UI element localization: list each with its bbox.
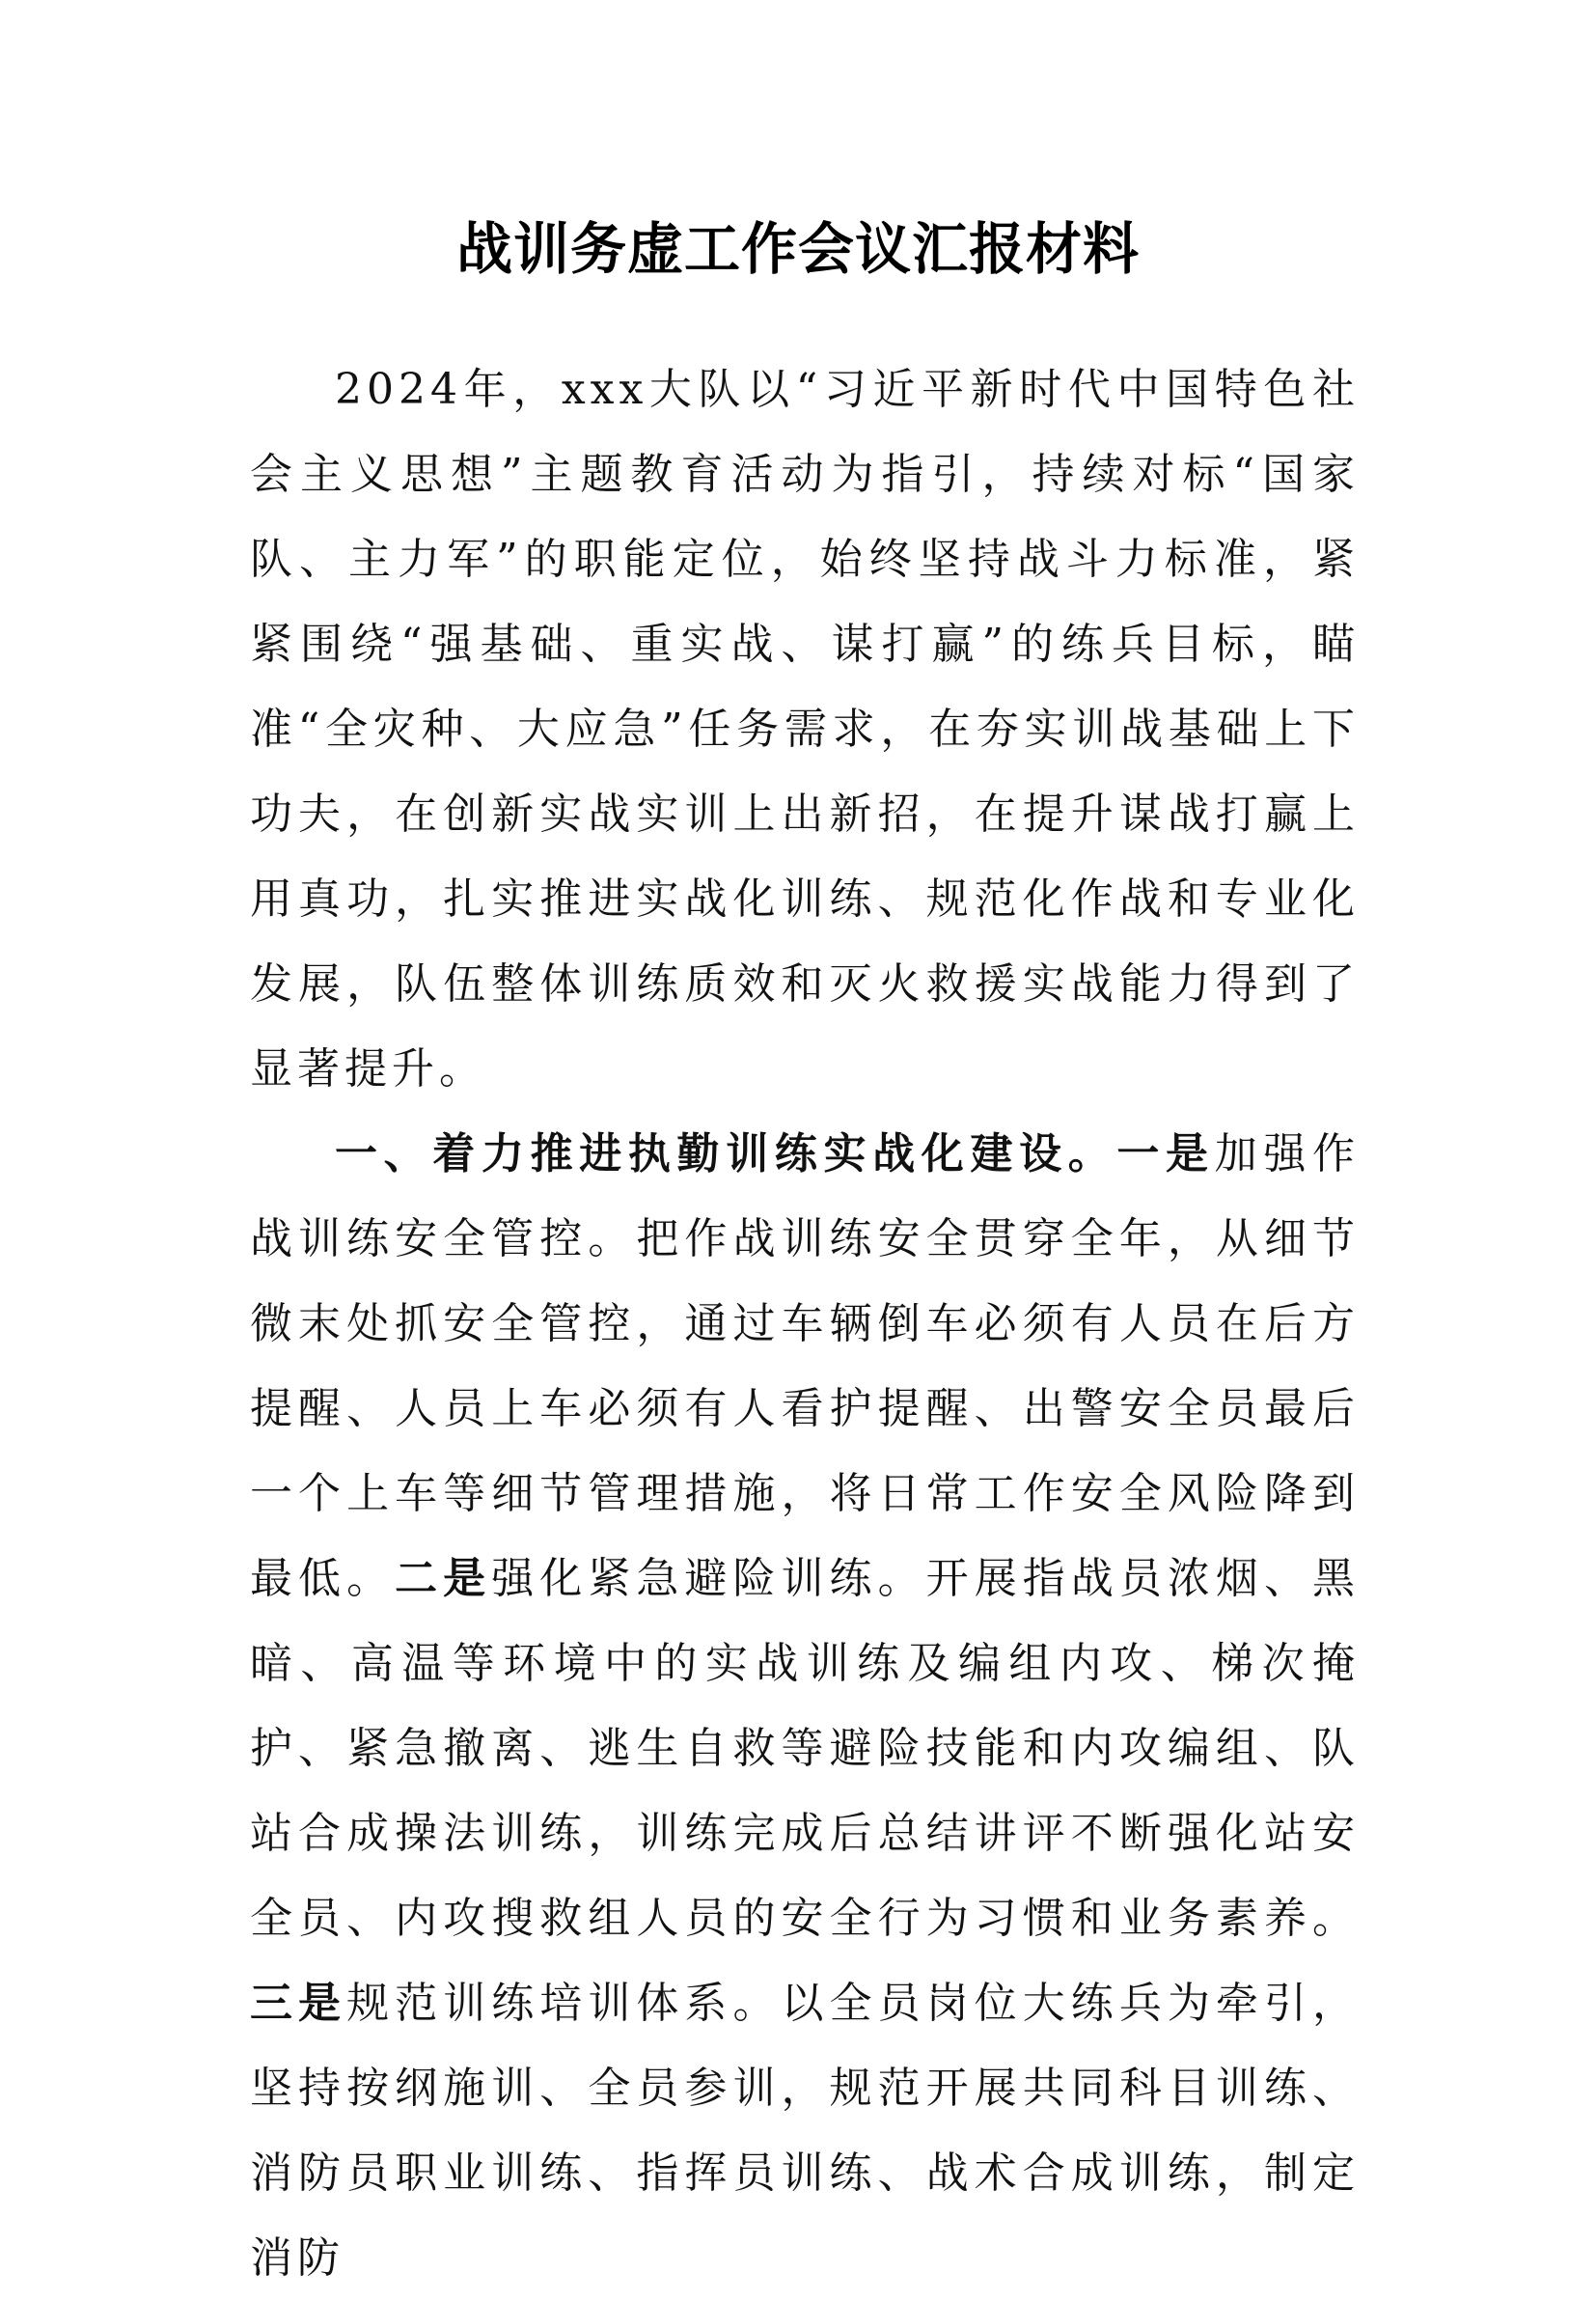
section-one-heading: 一、着力推进执勤训练实战化建设。 bbox=[335, 1129, 1117, 1178]
intro-paragraph: 2024年，xxx大队以“习近平新时代中国特色社会主义思想”主题教育活动为指引，持续对标“国家队、主力军”的职能定位，始终坚持战斗力标准，紧紧围绕“强基础、重实战、谋打赢”的练兵目标，瞄准“全灾种、大应急”任务需求，在夯实训战基础上下功夫，在创新实战实训上出新招，在提升谋战打赢上用真功，扎实推进实战化训练、规范化作战和专业化发展，队伍整体训练质效和灭火救援实战能力得到了显著提升。 bbox=[250, 365, 1360, 1094]
point-three-text: 规范训练培训体系。以全员岗位大练兵为牵引，坚持按纲施训、全员参训，规范开展共同科目训练、消防员职业训练、指挥员训练、战术合成训练，制定消防 bbox=[250, 1979, 1361, 2283]
document-body bbox=[250, 347, 1360, 2301]
point-one-label: 一是 bbox=[1116, 1129, 1215, 1178]
point-two-text: 强化紧急避险训练。开展指战员浓烟、黑暗、高温等环境中的实战训练及编组内攻、梯次掩护、紧急撤离、逃生自救等避险技能和内攻编组、队站合成操法训练，训练完成后总结讲评不断强化站安全员、内攻搜救组人员的安全行为习惯和业务素养。 bbox=[250, 1554, 1361, 1943]
point-one-text: 加强作战训练安全管控。把作战训练安全贯穿全年，从细节微末处抓安全管控，通过车辆倒车必须有人员在后方提醒、人员上车必须有人看护提醒、出警安全员最后一个上车等细节管理措施，将日常工作安全风险降到最低。 bbox=[250, 1129, 1361, 1603]
point-three-label: 三是 bbox=[250, 1979, 347, 2028]
document-title: 战训务虚工作会议汇报材料 bbox=[455, 216, 1140, 282]
point-two-label: 二是 bbox=[395, 1554, 492, 1603]
section-one-paragraph bbox=[250, 1112, 1360, 2301]
